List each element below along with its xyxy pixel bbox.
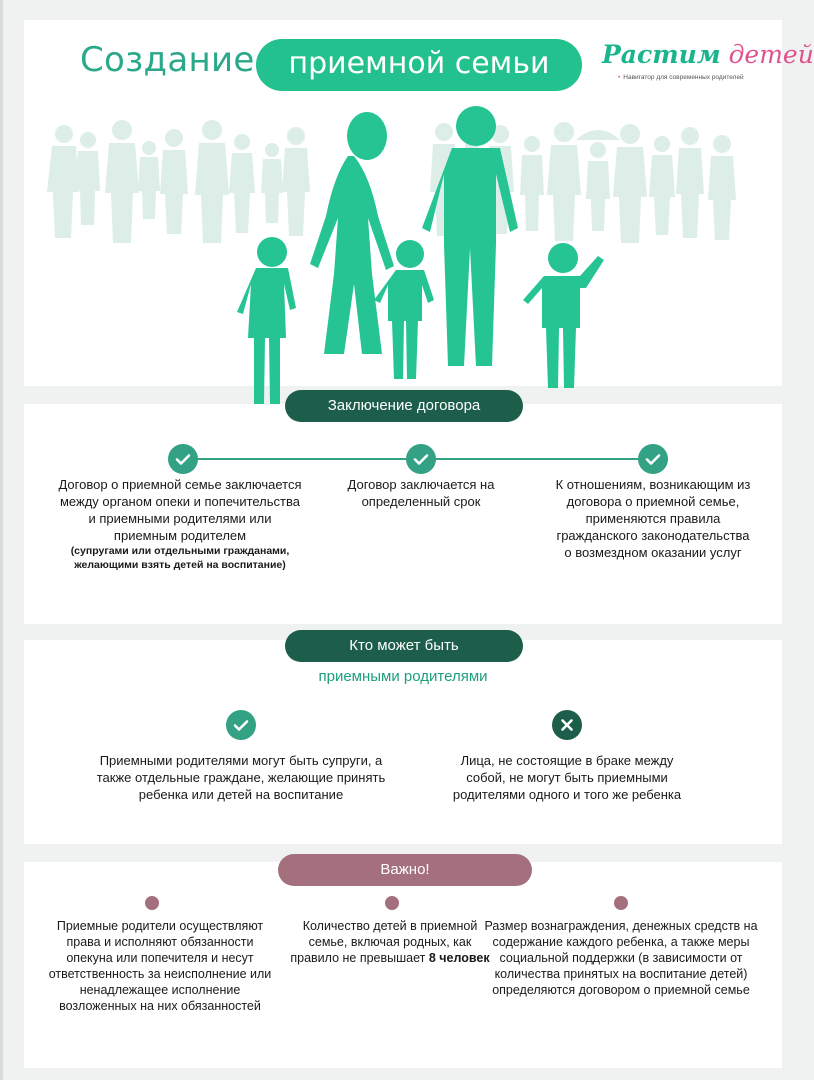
crowd-silhouettes (47, 120, 736, 243)
contract-item-1-note: (супругами или отдельными гражданами, желающими взять детей на воспитание) (70, 545, 290, 571)
page-title-pill: приемной семьи (256, 39, 582, 91)
logo-word-1: Растим (602, 40, 721, 69)
cross-icon (552, 710, 582, 740)
important-pill: Важно! (278, 854, 532, 886)
logo-wordmark (602, 40, 814, 69)
check-icon (226, 710, 256, 740)
bullet-dot (385, 896, 399, 910)
check-icon (168, 444, 198, 474)
who-panel (24, 637, 782, 844)
contract-panel (24, 397, 782, 624)
important-panel (24, 862, 782, 1068)
who-item-forbidden: Лица, не состоящие в браке между собой, не могут быть приемными родителями одного и того же ребенка (452, 753, 682, 802)
bullet-dot (614, 896, 628, 910)
important-item-2-text: Количество детей в приемной семье, включая родных, как правило не превышает (290, 919, 478, 965)
contract-item-2: Договор заключается на определенный срок (347, 477, 495, 509)
contract-item-1-text: Договор о приемной семье заключается между органом опеки и попечительства и приемными родителями или приемным родителем (58, 477, 302, 543)
who-subtitle: приемными родителями (318, 668, 488, 685)
logo-word-2: детей (728, 40, 814, 69)
contract-pill: Заключение договора (285, 390, 523, 422)
logo (596, 38, 814, 100)
important-item-2 (288, 918, 492, 966)
bullet-dot (145, 896, 159, 910)
check-icon (638, 444, 668, 474)
important-item-3: Размер вознаграждения, денежных средств на содержание каждого ребенка, а также меры социальной поддержки (в зависимости от количества принятых на воспитание детей) определяются договором о приемной семье (484, 919, 758, 997)
contract-item-1 (58, 476, 302, 572)
family-illustration (24, 100, 782, 382)
header-panel (24, 20, 814, 386)
contract-item-3: К отношениям, возникающим из договора о приемной семье, применяются правила гражданского законодательства о возмездном оказании услуг (555, 477, 751, 560)
important-item-2-bold: 8 человек (428, 951, 490, 965)
who-item-allowed: Приемными родителями могут быть супруги, а также отдельные граждане, желающие принять ребенка или детей на воспитание (96, 753, 386, 802)
check-icon (406, 444, 436, 474)
page-edge (0, 0, 3, 1080)
important-item-1: Приемные родители осуществляют права и исполняют обязанности опекуна или попечителя и несут ответственность за неисполнение или ненадлежащее исполнение возложенных на них обязанностей (48, 919, 272, 1013)
logo-tagline: • Навигатор для современных родителей (618, 74, 744, 81)
page-title: Создание (80, 40, 255, 80)
who-pill: Кто может быть (285, 630, 523, 662)
